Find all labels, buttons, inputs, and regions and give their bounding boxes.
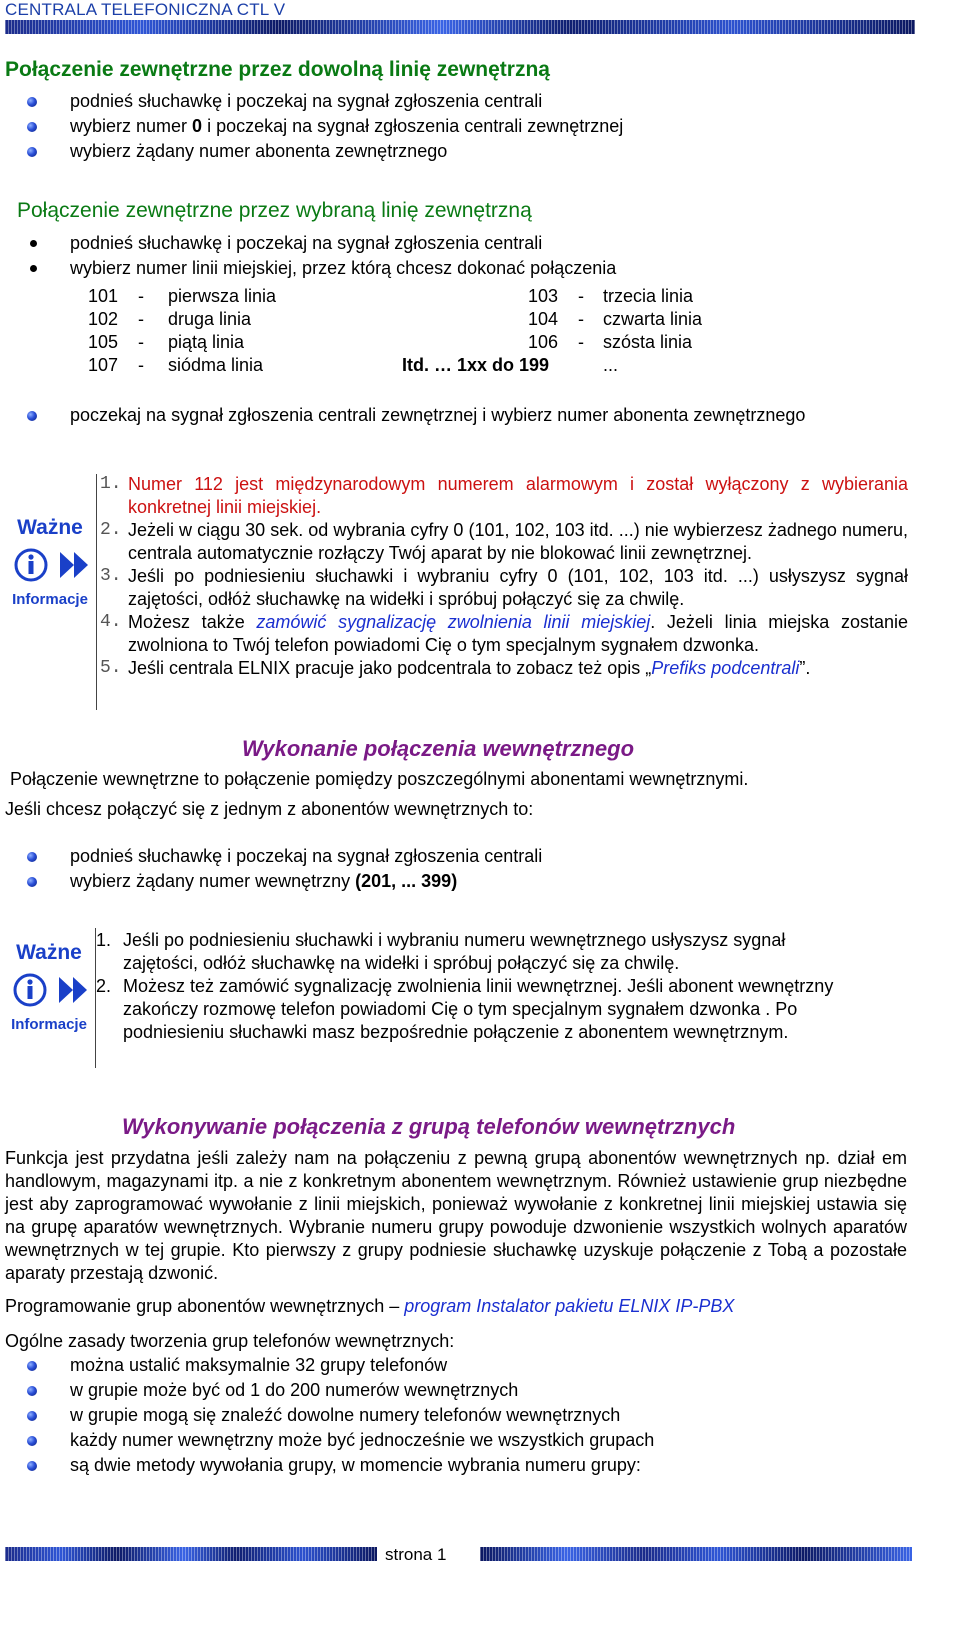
list-item: poczekaj na sygnał zgłoszenia centrali zewnętrznej i wybierz numer abonenta zewnętrznego [0,403,940,428]
info-icon [4,540,96,586]
note-item: 1. Numer 112 jest międzynarodowym numerem alarmowym i został wyłączony z wybierania konkretnej linii miejskiej. [100,474,908,517]
info-label: Informacje [11,1016,87,1033]
bullet-icon [27,1461,37,1471]
list-item: wybierz żądany numer abonenta zewnętrznego [0,139,920,164]
installer-program-link[interactable]: program Instalator pakietu ELNIX IP-PBX [404,1296,735,1316]
forward-icon [59,977,73,1003]
bullet-icon [27,97,37,107]
note1-list [100,473,908,680]
important-badge [3,941,95,1033]
bullet-icon [27,852,37,862]
list-item: w grupie mogą się znaleźć dowolne numery telefonów wewnętrznych [0,1403,920,1428]
page-number: strona 1 [385,1545,447,1564]
important-badge [4,516,96,608]
group-programming-line: Programowanie grup abonentów wewnętrznych – program Instalator pakietu ELNIX IP-PBX [5,1296,735,1316]
info-icon [3,965,95,1011]
divider [96,474,97,710]
group-rules-title: Ogólne zasady tworzenia grup telefonów wewnętrznych: [5,1331,455,1351]
header-bar [5,20,915,34]
internal-call-intro: Jeśli chcesz połączyć się z jednym z abonentów wewnętrznych to: [5,799,534,819]
list-item: są dwie metody wywołania grupy, w momencie wybrania numeru grupy: [0,1453,920,1478]
section-title-selected-line: Połączenie zewnętrzne przez wybraną linię zewnętrzną [17,199,532,222]
bullet-icon [27,1411,37,1421]
section1-list [0,89,920,164]
bullet-icon [27,1436,37,1446]
table-row: 102 - druga linia 104 - czwarta linia [88,309,703,329]
forward-icon [60,552,74,578]
internal-call-description: Połączenie wewnętrzne to połączenie pomiędzy poszczególnymi abonentami wewnętrznymi. [10,769,749,789]
line-numbers-table [88,285,743,377]
note-item: 2. Możesz też zamówić sygnalizację zwolnienia linii wewnętrznej. Jeśli abonent wewnętrzny zakończy rozmowę telefon powiadomi Cię o tym specjalnym sygnałem dzwonka . Po podniesieniu słuchawki masz bezpośrednie połączenie z abonentem wewnętrznym. [96,976,834,1042]
section3-list [0,844,920,894]
bullet-icon [30,240,37,247]
bullet-icon [27,147,37,157]
list-item: podnieś słuchawkę i poczekaj na sygnał zgłoszenia centrali [0,89,920,114]
section2-list [0,231,920,281]
table-row: 107 - siódma linia Itd. … 1xx do 199 ... [88,355,619,375]
section-title-internal-call: Wykonanie połączenia wewnętrznego [242,736,635,761]
order-line-release-link[interactable]: zamówić sygnalizację zwolnienia linii miejskiej [256,612,651,632]
bullet-icon [27,1361,37,1371]
bullet-icon [27,411,37,421]
list-item: każdy numer wewnętrzny może być jednocześnie we wszystkich grupach [0,1428,920,1453]
info-label: Informacje [12,591,88,608]
list-item: można ustalić maksymalnie 32 grupy telefonów [0,1353,920,1378]
table-row: 105 - piątą linia 106 - szósta linia [88,332,693,352]
section-title-any-line: Połączenie zewnętrzne przez dowolną linię zewnętrzną [5,58,550,81]
note2-list [96,929,856,1044]
note-item: 4. Możesz także zamówić sygnalizację zwolnienia linii miejskiej. Jeżeli linia miejska zostanie zwolniona to Twój telefon powiadomi Cię o tym specjalnym sygnałem dzwonka. [100,612,908,655]
section2-list-last [0,403,940,428]
table-row: 101 - pierwsza linia 103 - trzecia linia [88,286,694,306]
note-item: 5. Jeśli centrala ELNIX pracuje jako podcentrala to zobacz też opis „Prefiks podcentrali”. [100,658,811,678]
note-item: 3. Jeśli po podniesieniu słuchawki i wybraniu cyfry 0 (101, 102, 103 itd. ...) usłyszysz sygnał zajętości, odłóż słuchawkę na widełki i spróbuj połączyć się za chwilę. [100,566,908,609]
list-item: w grupie może być od 1 do 200 numerów wewnętrznych [0,1378,920,1403]
bullet-icon [27,1386,37,1396]
list-item: wybierz numer 0 i poczekaj na sygnał zgłoszenia centrali zewnętrznej [0,114,920,139]
note-item: 1. Jeśli po podniesieniu słuchawki i wybraniu numeru wewnętrznego usłyszysz sygnał zajętości, odłóż słuchawkę na widełki i spróbuj połączyć się za chwilę. [96,930,786,973]
list-item: podnieś słuchawkę i poczekaj na sygnał zgłoszenia centrali [0,231,920,256]
section-title-group-call: Wykonywanie połączenia z grupą telefonów wewnętrznych [122,1114,736,1139]
subexchange-prefix-link[interactable]: Prefiks podcentrali [651,658,800,678]
list-item: wybierz numer linii miejskiej, przez którą chcesz dokonać połączenia [0,256,920,281]
note-item: 2. Jeżeli w ciągu 30 sek. od wybrania cyfry 0 (101, 102, 103 itd. ...) nie wybierzesz żadnego numeru, centrala automatycznie rozłączy Twój aparat by nie blokować linii zewnętrznej. [100,520,908,563]
list-item: wybierz żądany numer wewnętrzny (201, ... 399) [0,869,920,894]
important-title: Ważne [17,516,83,539]
list-item: podnieś słuchawkę i poczekaj na sygnał zgłoszenia centrali [0,844,920,869]
bullet-icon [30,265,37,272]
bullet-icon [27,877,37,887]
group-call-description: Funkcja jest przydatna jeśli zależy nam na połączeniu z pewną grupą abonentów wewnętrznych np. dział em handlowym, magazynami itp. a nie z konkretnym abonentem wewnętrznym. Również ustawienie grup niezbędne jest aby zaprogramować wywołanie z linii miejskich, ponieważ wywołanie z konkretnej linii miejskiej ustawia się na grupę aparatów wewnętrznych. Wybranie numeru grupy powoduje dzwonienie wszystkich wolnych aparatów wewnętrznych w tej grupie. Kto pierwszy z grupy podniesie słuchawkę uzyskuje połączenie z Tobą a pozostałe aparaty przestają dzwonić. [5,1148,907,1283]
important-title: Ważne [16,941,82,964]
footer-bar-left [5,1547,377,1561]
footer-bar-right [480,1547,912,1561]
bullet-icon [27,122,37,132]
document-header-title: CENTRALA TELEFONICZNA CTL V [5,0,286,19]
group-rules-list [0,1353,920,1478]
